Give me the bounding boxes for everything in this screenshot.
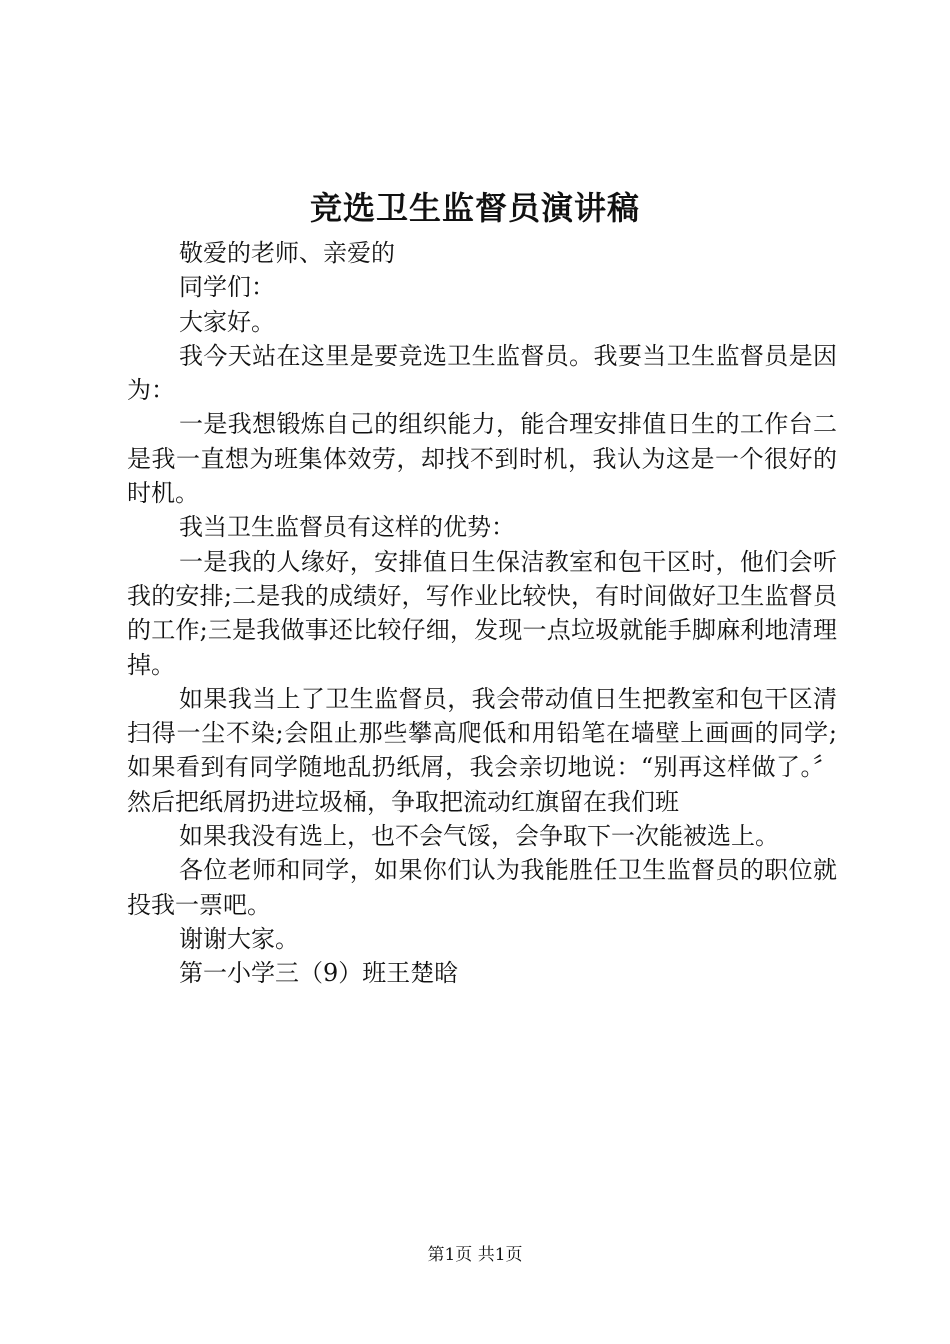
paragraph-signature: 第一小学三（9）班王楚晗 bbox=[179, 959, 459, 988]
document-title: 竞选卫生监督员演讲稿 bbox=[309, 189, 640, 227]
paragraph-advantages-heading: 我当卫生监督员有这样的优势： bbox=[179, 513, 515, 542]
document-body bbox=[127, 236, 837, 991]
paragraph-greeting-1: 敬爱的老师、亲爱的 bbox=[179, 239, 395, 267]
paragraph-greeting-2: 同学们： bbox=[179, 273, 275, 302]
page-number-footer: 第1页 共1页 bbox=[427, 1245, 523, 1265]
paragraph-thanks: 谢谢大家。 bbox=[179, 924, 299, 953]
paragraph-intro: 我今天站在这里是要竞选卫生监督员。我要当卫生监督员是因为： bbox=[127, 341, 837, 405]
paragraph-advantages: 一是我的人缘好，安排值日生保洁教室和包干区时，他们会听我的安排;二是我的成绩好，写作业比较快，有时间做好卫生监督员的工作;三是我做事还比较仔细，发现一点垃圾就能手脚麻利地清理掉。 bbox=[127, 547, 837, 679]
paragraph-plans: 如果我当上了卫生监督员，我会带动值日生把教室和包干区清扫得一尘不染;会阻止那些攀高爬低和用铅笔在墙壁上画画的同学;如果看到有同学随地乱扔纸屑，我会亲切地说：“别再这样做了。〞然后把纸屑扔进垃圾桶，争取把流动红旗留在我们班 bbox=[127, 684, 837, 816]
paragraph-hello: 大家好。 bbox=[179, 307, 275, 336]
paragraph-if-not-elected: 如果我没有选上，也不会气馁，会争取下一次能被选上。 bbox=[179, 822, 779, 851]
paragraph-appeal: 各位老师和同学，如果你们认为我能胜任卫生监督员的职位就投我一票吧。 bbox=[127, 856, 837, 919]
paragraph-reasons: 一是我想锻炼自己的组织能力，能合理安排值日生的工作台二是我一直想为班集体效劳，却找不到时机，我认为这是一个很好的时机。 bbox=[127, 410, 837, 508]
